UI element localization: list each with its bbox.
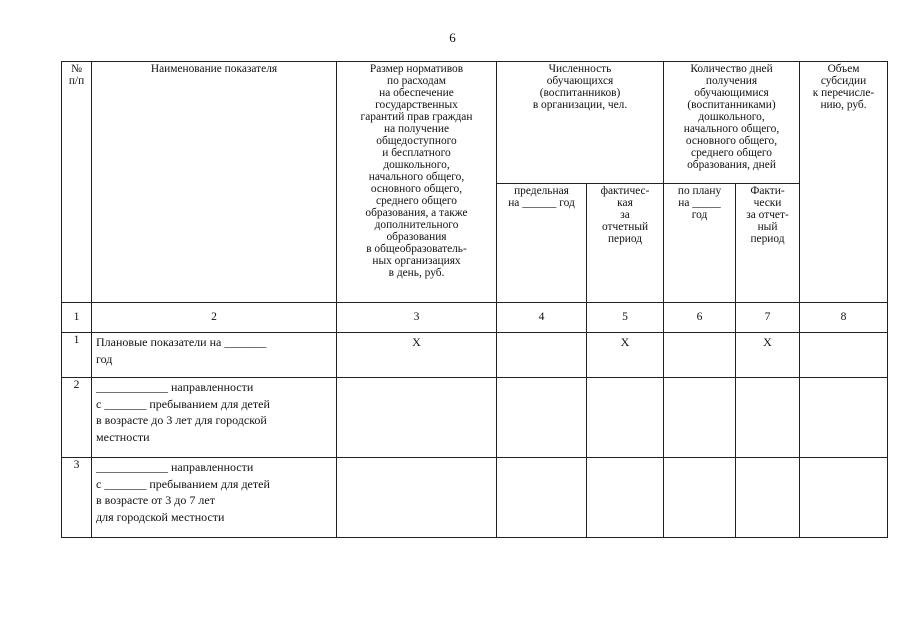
row-indicator-name: ____________ направленности с _______ пребыванием для детей в возрасте до 3 лет для городской местности <box>92 378 337 458</box>
header-days-count: Количество дней получения обучающимися (воспитанниками) дошкольного, начального общего, основного общего, среднего общего образования, дней <box>664 62 800 184</box>
column-number: 1 <box>62 303 92 333</box>
row-indicator-name: ____________ направленности с _______ пребыванием для детей в возрасте от 3 до 7 лет для городской местности <box>92 458 337 538</box>
row-cell <box>736 458 800 538</box>
row-cell <box>736 378 800 458</box>
column-number: 3 <box>337 303 497 333</box>
row-cell: Х <box>337 333 497 378</box>
header-actual-period: фактичес- кая за отчетный период <box>587 184 664 303</box>
column-number: 2 <box>92 303 337 333</box>
row-number: 3 <box>62 458 92 538</box>
row-number: 2 <box>62 378 92 458</box>
row-cell <box>587 378 664 458</box>
header-norms-size: Размер нормативов по расходам на обеспечение государственных гарантий прав граждан на получение общедоступного и бесплатного дошкольного, начального общего, основного общего, среднего общего образования, а также дополнительного образования в общеобразователь- ных организациях в день, руб. <box>337 62 497 303</box>
row-cell: Х <box>587 333 664 378</box>
row-cell <box>800 333 888 378</box>
column-number: 5 <box>587 303 664 333</box>
column-number: 6 <box>664 303 736 333</box>
column-number: 7 <box>736 303 800 333</box>
page-number: 6 <box>449 30 456 45</box>
header-students-count: Численность обучающихся (воспитанников) в организации, чел. <box>497 62 664 184</box>
table-row <box>62 378 888 458</box>
row-number: 1 <box>62 333 92 378</box>
column-numbers-row <box>62 303 888 333</box>
header-limit-per-year: предельная на ______ год <box>497 184 587 303</box>
row-cell <box>337 378 497 458</box>
row-cell <box>587 458 664 538</box>
row-cell: Х <box>736 333 800 378</box>
row-cell <box>664 378 736 458</box>
row-cell <box>497 333 587 378</box>
header-indicator-name: Наименование показателя <box>92 62 337 303</box>
column-number: 4 <box>497 303 587 333</box>
row-cell <box>497 378 587 458</box>
table-row <box>62 458 888 538</box>
subsidy-table <box>61 61 888 538</box>
row-cell <box>800 378 888 458</box>
header-number: № п/п <box>62 62 92 303</box>
header-row <box>62 62 888 184</box>
header-subsidy-volume: Объем субсидии к перечисле- нию, руб. <box>800 62 888 303</box>
row-cell <box>497 458 587 538</box>
column-number: 8 <box>800 303 888 333</box>
row-indicator-name: Плановые показатели на _______ год <box>92 333 337 378</box>
table-row <box>62 333 888 378</box>
row-cell <box>664 333 736 378</box>
row-cell <box>664 458 736 538</box>
row-cell <box>337 458 497 538</box>
row-cell <box>800 458 888 538</box>
header-planned-days: по плану на _____ год <box>664 184 736 303</box>
header-actual-days: Факти- чески за отчет- ный период <box>736 184 800 303</box>
